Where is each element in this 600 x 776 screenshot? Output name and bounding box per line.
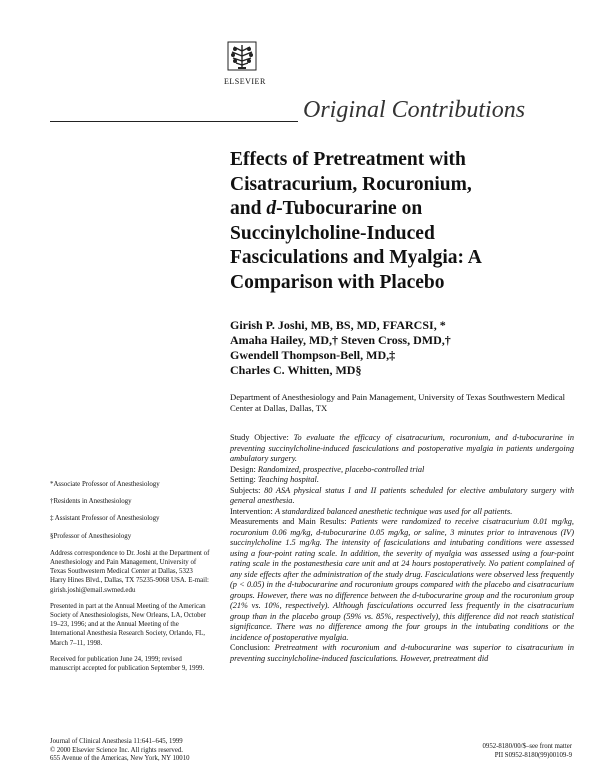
title-line-prefix: and [230,198,267,219]
affiliation: Department of Anesthesiology and Pain Management, University of Texas Southwestern Medical Center at Dallas, Dallas, TX [230,392,566,413]
footnote-presented: Presented in part at the Annual Meeting of the American Society of Anesthesiologists, New Orleans, LA, October 19–23, 1996; and at the Annual Meeting of the International Anesthesia Research Society, Orlando, FL, March 7–11, 1998. [50,602,206,647]
abstract-text: A standardized balanced anesthetic technique was used for all patients. [274,506,513,516]
title-line-suffix: -Tubocurarine on [276,198,423,219]
abstract-text: To evaluate the efficacy of cisatracurium, rocuronium, and d-tubocurarine in preventing succinylcholine-induced fasciculations and postoperative myalgia in patients undergoing ambulatory surgery. [230,433,574,463]
publisher-tree-logo-icon [227,41,257,77]
publisher-logo [224,41,266,86]
article-title [230,148,570,295]
abstract-objective [230,433,574,465]
abstract-text: Teaching hospital. [257,475,319,484]
footnote-role: †Residents in Anesthesiology [50,498,132,506]
author-line: Gwendell Thompson-Bell, MD,‡ [230,348,396,362]
footnote-correspondence: Address correspondence to Dr. Joshi at the Department of Anesthesiology and Pain Management, University of Texas Southwestern Medical Center at Dallas, 5323 Harry Hines Blvd., Dallas, TX 75235-9068 USA. E-mail: girish.joshi@email.swmed.edu [50,549,210,594]
abstract-label: Subjects: [230,485,265,495]
abstract-label: Design: [230,464,258,474]
footer-line: © 2000 Elsevier Science Inc. All rights reserved. [50,746,183,754]
section-rule [50,121,298,122]
title-line: Cisatracurium, Rocuronium, [230,173,472,195]
footer-line: PII S0952-8180(99)00109-9 [494,751,572,759]
title-d-italic: d [266,198,277,219]
footnote-role: ‡ Assistant Professor of Anesthesiology [50,515,160,523]
author-list [230,318,570,378]
abstract-text: 80 ASA physical status I and II patients scheduled for elective ambulatory surgery with general anesthesia. [230,485,575,505]
abstract-label: Study Objective: [230,433,294,442]
author-line: Girish P. Joshi, MB, BS, MD, FFARCSI, * [230,318,446,332]
footnotes [50,480,210,680]
title-line: Effects of Pretreatment with [230,149,466,170]
publisher-logo-text: ELSEVIER [224,77,266,86]
title-line: Succinylcholine-Induced [230,222,435,244]
abstract-text: Randomized, prospective, placebo-controlled trial [257,464,425,474]
title-line [230,197,570,222]
abstract [230,433,574,664]
issn-pii [372,743,572,760]
section-title: Original Contributions [303,97,526,123]
journal-citation [50,738,280,764]
abstract-subjects [230,486,574,507]
footnote-role: §Professor of Anesthesiology [50,532,132,540]
abstract-intervention [230,507,574,518]
author-line: Amaha Hailey, MD,† Steven Cross, DMD,† [230,333,451,347]
footer-line: 0952-8180/00/$–see front matter [482,743,572,750]
abstract-label: Intervention: [230,506,275,516]
title-line: Comparison with Placebo [230,271,445,293]
abstract-label: Measurements and Main Results: [230,517,351,526]
abstract-label: Setting: [230,475,258,484]
footnote-received: Received for publication June 24, 1999; revised manuscript accepted for publication September 9, 1999. [50,655,205,673]
author-line: Charles C. Whitten, MD§ [230,363,362,377]
title-line: Fasciculations and Myalgia: A [230,247,482,268]
abstract-label: Conclusion: [230,643,275,652]
footer-line: Journal of Clinical Anesthesia 11:641–645, 1999 [50,738,183,745]
abstract-design [230,465,574,476]
footer-line: 655 Avenue of the Americas, New York, NY 10010 [50,755,190,762]
abstract-measurements [230,517,574,643]
footnote-role: *Associate Professor of Anesthesiology [50,481,160,488]
abstract-text: Pretreatment with rocuronium and d-tubocurarine was superior to cisatracurium in preventing succinylcholine-induced fasciculations. However, pretreatment did [230,643,574,663]
abstract-setting [230,475,574,486]
abstract-text: Patients were randomized to receive cisatracurium 0.01 mg/kg, rocuronium 0.06 mg/kg, d-tubocurarine 0.05 mg/kg, or saline, 3 minutes prior to intravenous (IV) succinylcholine 1.5 mg/kg. The intensity of fasciculations and intubating conditions were assessed using a four-point rating scale. In addition, the severity of myalgia was assessed using a four-point rating scale in the postanesthesia care unit and at 24 hours postoperatively. No patient complained of any side effects after the administration of the study drug. Fasciculations were observed less frequently (p < 0.05) in the d-tubocurarine and rocuronium groups compared with the placebo and cisatracurium groups. However, there was no difference between the d-tubocurarine group and the rocuronium group (21% vs. 10%, respectively). Although fasciculations occurred less frequently in the cisatracurium group than in the placebo group (59% vs. 85%, respectively), this difference did not reach statistical significance. There was no difference among the four groups in the intubating conditions or the incidence of postoperative myalgia. [230,517,574,642]
abstract-conclusion [230,643,574,664]
